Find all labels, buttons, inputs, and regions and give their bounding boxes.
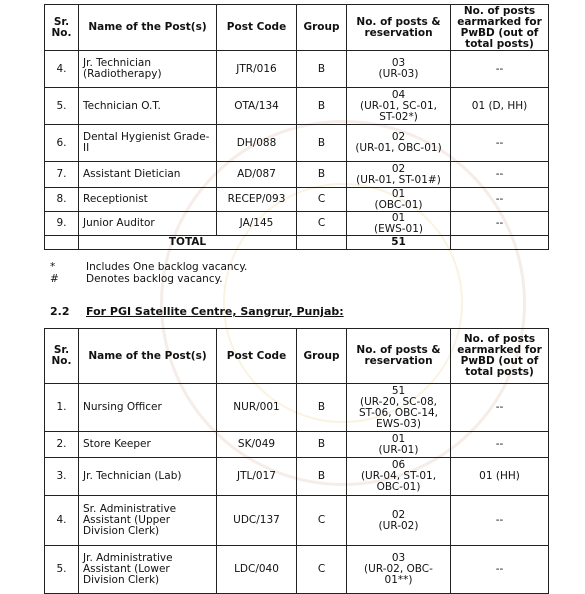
cell-sr-no: 6. <box>45 125 79 162</box>
cell-posts-reservation <box>347 546 451 594</box>
table-row <box>45 125 549 162</box>
header-post-code: Post Code <box>217 5 297 51</box>
table-row <box>45 88 549 125</box>
posts-table-sangrur <box>44 328 549 594</box>
header-sr-no: Sr. No. <box>45 329 79 384</box>
posts-count: 01 <box>391 211 406 224</box>
reservation-breakdown: (UR-02, OBC-01**) <box>364 563 433 586</box>
table-row <box>45 51 549 88</box>
header-posts-reservation: No. of posts & reservation <box>347 5 451 51</box>
posts-count: 03 <box>391 552 406 564</box>
cell-post-name: Jr. Administrative Assistant (Lower Division Clerk) <box>79 546 217 594</box>
cell-post-name: Nursing Officer <box>79 384 217 432</box>
cell-sr-no: 3. <box>45 458 79 496</box>
reservation-breakdown: (OBC-01) <box>374 198 423 211</box>
cell-post-code: UDC/137 <box>217 496 297 546</box>
total-empty-cell <box>297 236 347 250</box>
cell-sr-no: 9. <box>45 212 79 236</box>
cell-pwbd: -- <box>451 125 549 162</box>
posts-count: 02 <box>391 508 406 521</box>
table-row <box>45 432 549 458</box>
cell-post-code: JTL/017 <box>217 458 297 496</box>
footnote <box>50 273 247 285</box>
reservation-breakdown: (UR-20, SC-08, ST-06, OBC-14, EWS-03) <box>358 395 439 430</box>
cell-sr-no: 2. <box>45 432 79 458</box>
cell-group: B <box>297 458 347 496</box>
cell-pwbd: -- <box>451 496 549 546</box>
table-row <box>45 496 549 546</box>
posts-count: 51 <box>391 384 406 397</box>
section-heading <box>50 305 344 318</box>
cell-posts-reservation <box>347 188 451 212</box>
cell-sr-no: 1. <box>45 384 79 432</box>
table-row <box>45 212 549 236</box>
cell-pwbd: -- <box>451 212 549 236</box>
header-group: Group <box>297 5 347 51</box>
cell-pwbd: 01 (HH) <box>451 458 549 496</box>
table-header-row <box>45 329 549 384</box>
reservation-breakdown: (UR-04, ST-01, OBC-01) <box>360 470 437 493</box>
reservation-breakdown: (UR-01) <box>378 443 419 456</box>
total-value: 51 <box>347 236 451 250</box>
header-pwbd: No. of posts earmarked for PwBD (out of total posts) <box>451 5 549 51</box>
reservation-breakdown: (UR-01, ST-01#) <box>356 173 441 186</box>
cell-pwbd: -- <box>451 162 549 188</box>
cell-sr-no: 8. <box>45 188 79 212</box>
reservation-breakdown: (UR-01, SC-01, ST-02*) <box>360 99 437 123</box>
cell-post-code: AD/087 <box>217 162 297 188</box>
footnote-symbol: # <box>50 273 59 285</box>
cell-sr-no: 7. <box>45 162 79 188</box>
table-row <box>45 162 549 188</box>
cell-posts-reservation <box>347 384 451 432</box>
posts-count: 01 <box>391 432 406 445</box>
cell-post-code: JA/145 <box>217 212 297 236</box>
posts-count: 04 <box>391 88 406 101</box>
cell-post-code: DH/088 <box>217 125 297 162</box>
cell-group: B <box>297 384 347 432</box>
header-group: Group <box>297 329 347 384</box>
total-row <box>45 236 549 250</box>
table-row <box>45 188 549 212</box>
posts-table-main <box>44 4 549 250</box>
total-empty-cell <box>451 236 549 250</box>
posts-count: 01 <box>391 187 406 200</box>
footnote-symbol: * <box>50 261 56 273</box>
cell-posts-reservation <box>347 432 451 458</box>
cell-group: B <box>297 125 347 162</box>
cell-post-name: Jr. Technician (Lab) <box>79 458 217 496</box>
cell-posts-reservation <box>347 51 451 88</box>
header-pwbd: No. of posts earmarked for PwBD (out of total posts) <box>451 329 549 384</box>
cell-sr-no: 5. <box>45 546 79 594</box>
cell-post-name: Dental Hygienist Grade-II <box>79 125 217 162</box>
header-sr-no: Sr. No. <box>45 5 79 51</box>
cell-group: B <box>297 51 347 88</box>
cell-group: C <box>297 188 347 212</box>
cell-posts-reservation <box>347 496 451 546</box>
cell-sr-no: 5. <box>45 88 79 125</box>
table-row <box>45 384 549 432</box>
header-post-name: Name of the Post(s) <box>79 5 217 51</box>
table-row <box>45 458 549 496</box>
footnotes <box>50 261 247 285</box>
cell-post-name: Assistant Dietician <box>79 162 217 188</box>
posts-count: 02 <box>391 162 406 175</box>
cell-post-name: Sr. Administrative Assistant (Upper Division Clerk) <box>79 496 217 546</box>
cell-pwbd: -- <box>451 188 549 212</box>
cell-post-code: JTR/016 <box>217 51 297 88</box>
cell-post-name: Junior Auditor <box>79 212 217 236</box>
posts-count: 02 <box>391 131 406 143</box>
cell-pwbd: -- <box>451 432 549 458</box>
cell-pwbd: -- <box>451 51 549 88</box>
reservation-breakdown: (EWS-01) <box>373 222 424 235</box>
header-posts-reservation: No. of posts & reservation <box>347 329 451 384</box>
cell-posts-reservation <box>347 212 451 236</box>
header-post-name: Name of the Post(s) <box>79 329 217 384</box>
footnote-text: Denotes backlog vacancy. <box>86 273 223 285</box>
cell-sr-no: 4. <box>45 51 79 88</box>
cell-post-name: Receptionist <box>79 188 217 212</box>
cell-posts-reservation <box>347 88 451 125</box>
cell-post-code: LDC/040 <box>217 546 297 594</box>
cell-posts-reservation <box>347 125 451 162</box>
reservation-breakdown: (UR-01, OBC-01) <box>355 142 442 154</box>
posts-count: 06 <box>391 459 406 471</box>
cell-sr-no: 4. <box>45 496 79 546</box>
cell-group: C <box>297 546 347 594</box>
cell-post-code: OTA/134 <box>217 88 297 125</box>
cell-posts-reservation <box>347 162 451 188</box>
cell-post-code: SK/049 <box>217 432 297 458</box>
posts-count: 03 <box>391 57 406 69</box>
cell-post-code: NUR/001 <box>217 384 297 432</box>
cell-group: C <box>297 496 347 546</box>
section-number: 2.2 <box>50 305 70 318</box>
footnote-text: Includes One backlog vacancy. <box>86 261 248 273</box>
cell-pwbd: -- <box>451 546 549 594</box>
cell-group: B <box>297 162 347 188</box>
cell-post-name: Jr. Technician (Radiotherapy) <box>79 51 217 88</box>
cell-group: C <box>297 212 347 236</box>
section-title: For PGI Satellite Centre, Sangrur, Punjab: <box>86 305 344 318</box>
cell-group: B <box>297 432 347 458</box>
cell-group: B <box>297 88 347 125</box>
cell-pwbd: 01 (D, HH) <box>451 88 549 125</box>
footnote <box>50 261 247 273</box>
table-header-row <box>45 5 549 51</box>
reservation-breakdown: (UR-02) <box>378 519 419 532</box>
cell-post-name: Technician O.T. <box>79 88 217 125</box>
header-post-code: Post Code <box>217 329 297 384</box>
total-label: TOTAL <box>79 236 297 250</box>
reservation-breakdown: (UR-03) <box>378 68 419 80</box>
cell-post-name: Store Keeper <box>79 432 217 458</box>
cell-post-code: RECEP/093 <box>217 188 297 212</box>
table-row <box>45 546 549 594</box>
cell-posts-reservation <box>347 458 451 496</box>
cell-pwbd: -- <box>451 384 549 432</box>
total-empty-cell <box>45 236 79 250</box>
